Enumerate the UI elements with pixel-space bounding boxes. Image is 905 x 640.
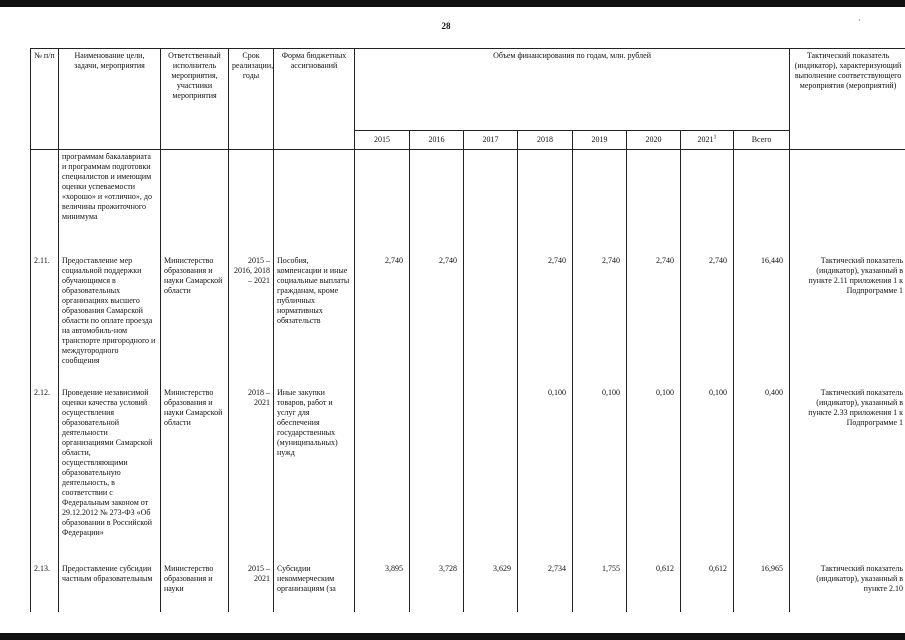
row-value: 2,740: [681, 254, 734, 386]
row-num: [31, 150, 59, 254]
row-value: [410, 150, 464, 254]
financing-table: [30, 48, 905, 612]
row-indicator: Тактический показатель (индикатор), указанный в пункте 2.10: [790, 562, 905, 612]
row-value: 2,740: [573, 254, 627, 386]
header-responsible: Ответственный исполнитель мероприятия, участники мероприятия: [161, 49, 229, 150]
year-header: 2017: [464, 131, 518, 150]
row-value: [355, 386, 410, 562]
row-name: Предоставление мер социальной поддержки обучающимся в образовательных организациях высшего образования Самарской области по оплате проезда на автомобиль-ном транспорте пригородного и междугородного сообщения: [59, 254, 161, 386]
table-row: [31, 254, 905, 386]
year-header: 2019: [573, 131, 627, 150]
row-total: 0,400: [734, 386, 790, 562]
row-total: [734, 150, 790, 254]
row-value: [355, 150, 410, 254]
top-border: [0, 0, 905, 7]
row-name: Предоставление субсидии частным образовательным: [59, 562, 161, 612]
year-header: 2016: [410, 131, 464, 150]
row-value: 0,612: [681, 562, 734, 612]
row-value: 0,100: [573, 386, 627, 562]
page-number: 28: [441, 21, 451, 31]
row-num: 2.11.: [31, 254, 59, 386]
row-value: 2,740: [355, 254, 410, 386]
header-form: Форма бюджетных ассигнований: [274, 49, 355, 150]
table-row: [31, 386, 905, 562]
row-term: [229, 150, 274, 254]
bottom-border: [0, 633, 905, 640]
row-indicator: [790, 150, 905, 254]
header-financing: Объем финансирования по годам, млн. рублей: [355, 49, 790, 131]
row-form: Иные закупки товаров, работ и услуг для обеспечения государственных (муниципальных) нужд: [274, 386, 355, 562]
row-term: 2015 – 2021: [229, 562, 274, 612]
row-responsible: [161, 150, 229, 254]
row-indicator: Тактический показатель (индикатор), указанный в пункте 2.33 приложения 1 к Подпрограмме 1: [790, 386, 905, 562]
row-value: 0,612: [627, 562, 681, 612]
row-value: [627, 150, 681, 254]
row-value: [573, 150, 627, 254]
row-indicator: Тактический показатель (индикатор), указанный в пункте 2.11 приложения 1 к Подпрограмме 1: [790, 254, 905, 386]
year-header: 2018: [518, 131, 573, 150]
row-num: 2.12.: [31, 386, 59, 562]
row-name: Проведение независимой оценки качества условий осуществления образовательной деятельности организациями Самарской области, осуществляющими образовательную деятельность, в соответствии с Федеральным законом от 29.12.2012 № 273-ФЗ «Об образовании в Российской Федерации»: [59, 386, 161, 562]
table-row: [31, 562, 905, 612]
row-responsible: Министерство образования и науки Самарской области: [161, 254, 229, 386]
header-indicator: Тактический показатель (индикатор), характеризующий выполнение соответствующего мероприятия (мероприятий): [790, 49, 905, 150]
row-responsible: Министерство образования и науки Самарской области: [161, 386, 229, 562]
row-num: 2.13.: [31, 562, 59, 612]
header-name: Наименование цели, задачи, мероприятия: [59, 49, 161, 150]
row-value: 3,728: [410, 562, 464, 612]
row-value: [518, 150, 573, 254]
row-value: 2,740: [518, 254, 573, 386]
row-value: 2,734: [518, 562, 573, 612]
row-value: [464, 254, 518, 386]
row-value: [464, 386, 518, 562]
row-value: 0,100: [627, 386, 681, 562]
row-form: [274, 150, 355, 254]
row-value: 0,100: [681, 386, 734, 562]
year-header: 2015: [355, 131, 410, 150]
year-header-total: Всего: [734, 131, 790, 150]
year-header: 2021$^1$: [681, 131, 734, 150]
row-value: 2,740: [627, 254, 681, 386]
row-term: 2018 – 2021: [229, 386, 274, 562]
row-name: программам бакалавриата и программам подготовки специалистов и имеющим оценки успеваемости «хорошо» и «отлично», до величины прожиточного минимума: [59, 150, 161, 254]
row-value: [410, 386, 464, 562]
row-total: 16,440: [734, 254, 790, 386]
row-value: 1,755: [573, 562, 627, 612]
row-value: 2,740: [410, 254, 464, 386]
header-term: Срок реализации, годы: [229, 49, 274, 150]
footnote-mark: 1: [713, 134, 717, 141]
row-value: 3,895: [355, 562, 410, 612]
row-term: 2015 – 2016, 2018 – 2021: [229, 254, 274, 386]
row-value: [464, 150, 518, 254]
table-row: [31, 150, 905, 254]
speck: ·: [858, 15, 861, 25]
header-num: № п/п: [31, 49, 59, 150]
row-form: Пособия, компенсации и иные социальные выплаты гражданам, кроме публичных нормативных обязательств: [274, 254, 355, 386]
row-value: 3,629: [464, 562, 518, 612]
year-header: 2020: [627, 131, 681, 150]
row-total: 16,965: [734, 562, 790, 612]
row-form: Субсидии некоммерческим организациям (за: [274, 562, 355, 612]
row-value: [681, 150, 734, 254]
row-responsible: Министерство образования и науки: [161, 562, 229, 612]
row-value: 0,100: [518, 386, 573, 562]
